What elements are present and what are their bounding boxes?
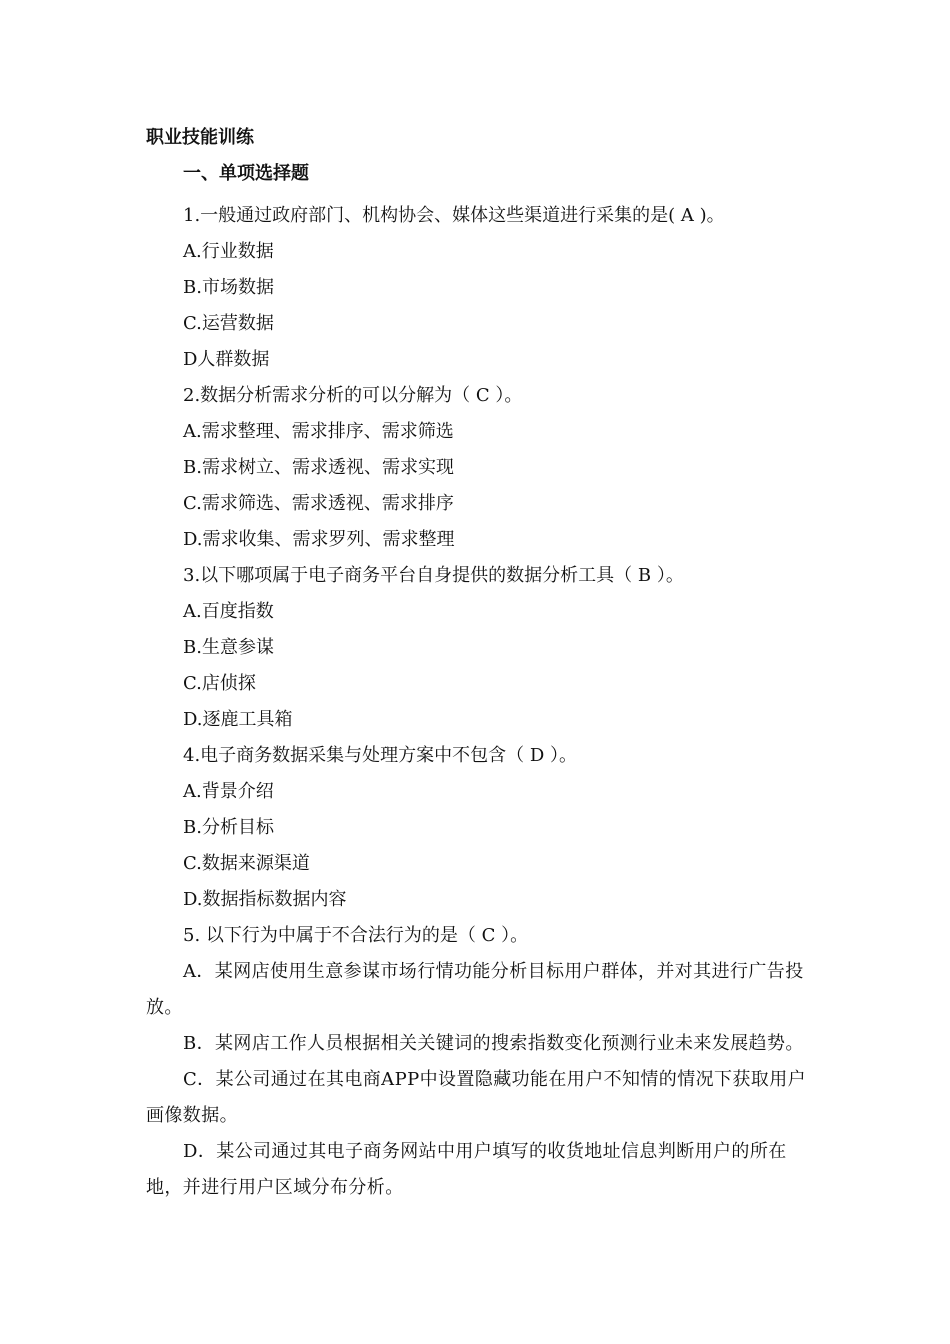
question-4	[146, 738, 816, 918]
option-c: C.数据来源渠道	[183, 853, 310, 874]
question-1	[146, 198, 816, 378]
option-b: B.市场数据	[183, 277, 274, 298]
question-5	[146, 918, 816, 1206]
question-stem: 1.一般通过政府部门、机构协会、媒体这些渠道进行采集的是( A )。	[183, 205, 725, 226]
option-d: D.数据指标数据内容	[183, 889, 347, 910]
option-b: B.生意参谋	[183, 637, 274, 658]
option-d: D.需求收集、需求罗列、需求整理	[183, 529, 455, 550]
option-d: D人群数据	[183, 349, 270, 370]
question-stem: 3.以下哪项属于电子商务平台自身提供的数据分析工具（ B ）。	[183, 565, 684, 586]
option-a: A．某网店使用生意参谋市场行情功能分析目标用户群体，并对其进行广告投放。	[146, 961, 804, 1018]
option-a: A.行业数据	[183, 241, 274, 262]
section-heading: 一、单项选择题	[183, 163, 309, 184]
option-d: D.逐鹿工具箱	[183, 709, 293, 730]
option-a: A.需求整理、需求排序、需求筛选	[183, 421, 454, 442]
option-b: B．某网店工作人员根据相关关键词的搜索指数变化预测行业未来发展趋势。	[183, 1033, 804, 1054]
question-list	[146, 198, 816, 1206]
option-d: D．某公司通过其电子商务网站中用户填写的收货地址信息判断用户的所在地，并进行用户区域分布分析。	[146, 1141, 787, 1198]
question-2	[146, 378, 816, 558]
option-c: C.店侦探	[183, 673, 256, 694]
option-a: A.背景介绍	[183, 781, 274, 802]
option-c: C.运营数据	[183, 313, 274, 334]
question-stem: 5. 以下行为中属于不合法行为的是（ C ）。	[183, 925, 529, 946]
option-c: C．某公司通过在其电商APP中设置隐藏功能在用户不知情的情况下获取用户画像数据。	[146, 1069, 806, 1126]
question-3	[146, 558, 816, 738]
document-title: 职业技能训练	[146, 127, 254, 148]
question-stem: 2.数据分析需求分析的可以分解为（ C ）。	[183, 385, 523, 406]
option-a: A.百度指数	[183, 601, 274, 622]
option-c: C.需求筛选、需求透视、需求排序	[183, 493, 454, 514]
option-b: B.分析目标	[183, 817, 274, 838]
question-stem: 4.电子商务数据采集与处理方案中不包含（ D ）。	[183, 745, 578, 766]
option-b: B.需求树立、需求透视、需求实现	[183, 457, 454, 478]
